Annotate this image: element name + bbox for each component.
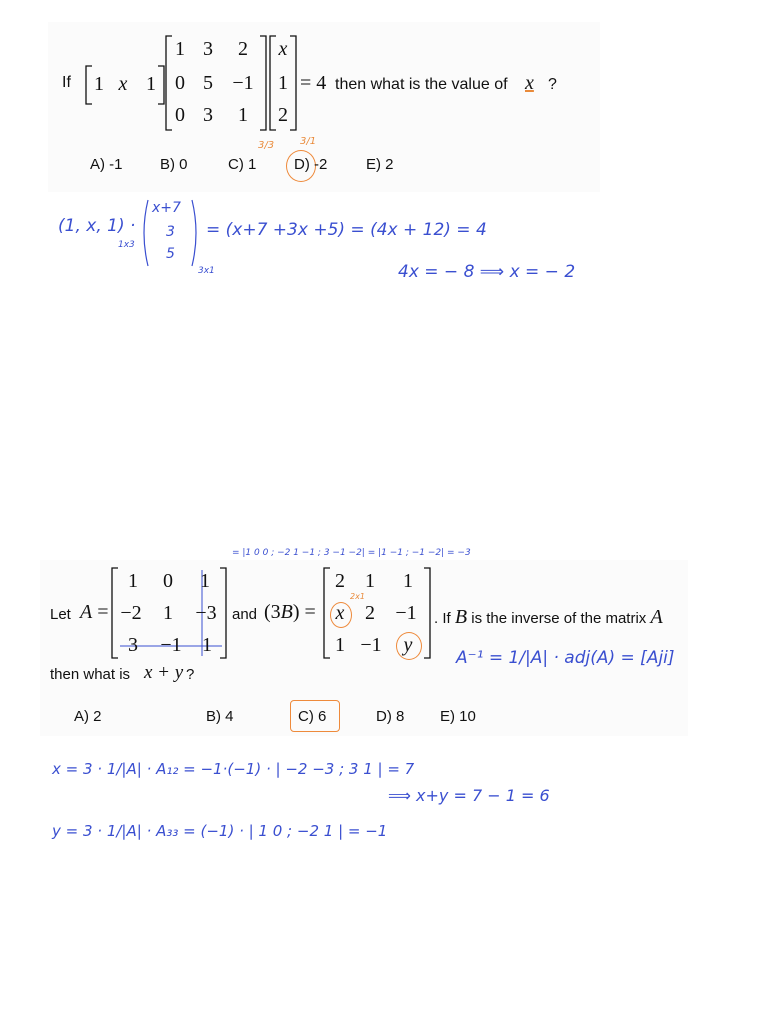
q1-matrix-cell: 3 xyxy=(203,38,213,60)
q1-matrix-cell: 1 xyxy=(175,38,185,60)
q2-3b-cell: 2 xyxy=(365,602,375,624)
q2-annotation-det: = |1 0 0 ; −2 1 −1 ; 3 −1 −2| = |1 −1 ; −1 −2| = −3 xyxy=(232,548,471,558)
q2-3b-cell-y: y xyxy=(403,634,413,656)
q2-a-label: A = xyxy=(80,601,109,623)
q2-x-circle xyxy=(330,602,352,628)
q2-let-label: Let xyxy=(50,606,71,623)
q1-work-vector-cell: 3 xyxy=(166,224,175,240)
q1-matrix-cell: 2 xyxy=(238,38,248,60)
q1-option-e[interactable]: E) 2 xyxy=(366,156,394,173)
q2-a-cell: 1 xyxy=(163,602,173,624)
q2-a-cell: −1 xyxy=(160,634,182,656)
q1-matrix-cell: 5 xyxy=(203,72,213,94)
q2-a-cell: 0 xyxy=(163,570,173,592)
q2-inverse-text: is the inverse of the matrix xyxy=(471,610,647,627)
q2-b-var: B xyxy=(454,606,468,628)
q1-column-vector xyxy=(268,34,298,132)
q1-work-rhs: = (x+7 +3x +5) = (4x + 12) = 4 xyxy=(206,220,487,240)
q1-matrix-cell: 1 xyxy=(238,104,248,126)
q2-then-text: then what is xyxy=(50,666,131,683)
q2-b-var-inline: B xyxy=(280,601,293,623)
q2-3b-cell: 2 xyxy=(335,570,345,592)
q2-matrix-3b xyxy=(322,566,432,660)
q2-sum-work: ⟹ x+y = 7 − 1 = 6 xyxy=(388,786,550,805)
q2-3b-cell: −1 xyxy=(395,602,417,624)
q1-work-vector-cell: 5 xyxy=(166,246,175,262)
q2-a-var-end: A xyxy=(650,606,663,628)
q1-var-x: x xyxy=(525,72,534,94)
q1-matrix xyxy=(164,34,268,132)
q2-option-b[interactable]: B) 4 xyxy=(206,708,234,725)
q2-3b-cell-x: x xyxy=(335,602,345,624)
q1-work-line1: (1, x, 1) · xyxy=(58,216,136,236)
q1-annotation-dim: 3/3 xyxy=(258,140,275,151)
q2-y-work: y = 3 · 1/|A| · A₃₃ = (−1) · | 1 0 ; −2 1 | = −1 xyxy=(52,822,388,840)
q1-col-cell: x xyxy=(278,38,288,60)
q2-a-cell: −2 xyxy=(120,602,142,624)
q2-3b-cell: 1 xyxy=(365,570,375,592)
q1-question-text: then what is the value of xyxy=(335,76,508,93)
q2-a-cell: 3 xyxy=(128,634,138,656)
q2-option-e[interactable]: E) 10 xyxy=(440,708,476,725)
q1-work-line2: 4x = − 8 ⟹ x = − 2 xyxy=(398,262,576,282)
q1-col-cell: 2 xyxy=(278,104,288,126)
q2-if-text: . If xyxy=(434,610,451,627)
q1-matrix-cell: 0 xyxy=(175,104,185,126)
q1-annotation-dim: 3/1 xyxy=(300,136,317,147)
q2-3b-cell: 1 xyxy=(335,634,345,656)
q1-row-vector xyxy=(84,62,166,108)
q2-y-circle xyxy=(396,632,422,660)
q1-row-cell: 1 xyxy=(94,73,104,95)
q1-option-b[interactable]: B) 0 xyxy=(160,156,188,173)
q2-option-a[interactable]: A) 2 xyxy=(74,708,102,725)
q2-question-text xyxy=(434,606,663,629)
q2-a-cell: 1 xyxy=(128,570,138,592)
q1-work-vector-cell: x+7 xyxy=(152,200,181,216)
q2-3b-cell: −1 xyxy=(360,634,382,656)
q1-matrix-cell: 0 xyxy=(175,72,185,94)
q1-work-vector-dim: 3x1 xyxy=(198,266,215,276)
q1-row-cell: x xyxy=(118,73,128,95)
q2-a-cell: 1 xyxy=(202,634,212,656)
q2-matrix-a xyxy=(110,566,228,660)
q1-question-mark: ? xyxy=(548,76,557,93)
q1-option-a[interactable]: A) -1 xyxy=(90,156,123,173)
q2-x-dim: 2x1 xyxy=(350,592,365,601)
q1-matrix-cell: −1 xyxy=(232,72,254,94)
q2-3b-label: (3B) = xyxy=(264,601,316,623)
q1-option-c[interactable]: C) 1 xyxy=(228,156,257,173)
q2-and-label: and xyxy=(232,606,258,623)
q2-sum-expr: x + y xyxy=(144,662,184,683)
q1-row-cell: 1 xyxy=(146,73,156,95)
q2-x-work: x = 3 · 1/|A| · A₁₂ = −1·(−1) · | −2 −3 ; 3 1 | = 7 xyxy=(52,760,415,778)
q2-question-mark: ? xyxy=(186,666,195,683)
q2-a-cell: 1 xyxy=(200,570,210,592)
q2-a-var: A xyxy=(80,601,93,623)
q2-option-d[interactable]: D) 8 xyxy=(376,708,405,725)
q1-col-cell: 1 xyxy=(278,72,288,94)
q1-matrix-cell: 3 xyxy=(203,104,213,126)
q2-a-cell: −3 xyxy=(195,602,217,624)
q2-option-c[interactable]: C) 6 xyxy=(298,708,327,725)
q1-work-dim: 1x3 xyxy=(118,240,135,250)
q1-equals: = 4 xyxy=(300,72,327,94)
q1-work-vector xyxy=(140,198,200,268)
q1-option-d[interactable]: D) -2 xyxy=(294,156,328,173)
q2-inverse-formula: A⁻¹ = 1/|A| · adj(A) = [Aji] xyxy=(456,648,675,668)
q2-3b-cell: 1 xyxy=(403,570,413,592)
q1-if-label: If xyxy=(62,74,71,91)
